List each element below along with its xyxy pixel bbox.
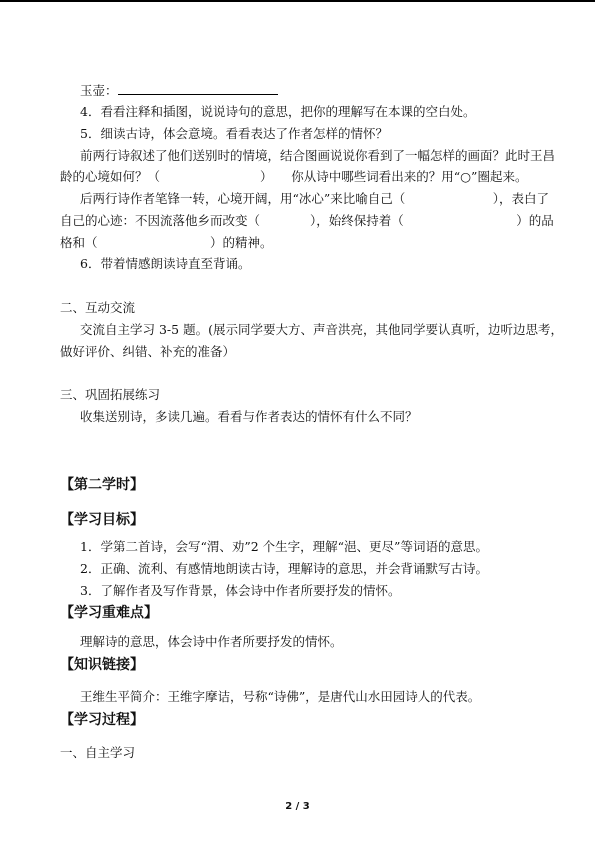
para2-line-b: 自己的心迹：不因流落他乡而改变（ ），始终保持着（ ）的品	[60, 213, 554, 228]
para1-line-a: 前两行诗叙述了他们送别时的情境，结合图画说说你看到了一幅怎样的画面？此时王昌	[80, 148, 556, 163]
heading-key-points: 【学习重难点】	[60, 605, 158, 621]
answer-blank[interactable]	[118, 82, 278, 95]
yuhu-label: 玉壶：	[80, 83, 118, 98]
heading-lesson-2: 【第二学时】	[60, 477, 144, 493]
process-self-study: 一、自主学习	[60, 745, 136, 760]
item-5: 5．细读古诗，体会意境。看看表达了作者怎样的情怀？	[80, 126, 388, 141]
page-top-border	[0, 0, 595, 2]
section-2-line-a: 交流自主学习 3-5 题。(展示同学要大方、声音洪亮，其他同学要认真听，边听边思考，	[80, 322, 563, 337]
goal-3: 3．了解作者及写作背景，体会诗中作者所要抒发的情怀。	[80, 583, 401, 598]
goal-2: 2．正确、流利、有感情地朗读古诗，理解诗的意思，并会背诵默写古诗。	[80, 561, 488, 576]
heading-learning-process: 【学习过程】	[60, 712, 144, 728]
section-3-line-a: 收集送别诗，多读几遍。看看与作者表达的情怀有什么不同？	[80, 409, 418, 424]
item-4: 4．看看注释和插图，说说诗句的意思，把你的理解写在本课的空白处。	[80, 104, 476, 119]
goal-1: 1．学第二首诗，会写“渭、劝”2 个生字，理解“浥、更尽”等词语的意思。	[80, 539, 488, 554]
heading-knowledge-link: 【知识链接】	[60, 657, 144, 673]
section-2-title: 二、互动交流	[60, 300, 136, 315]
knowledge-link-text: 王维生平简介：王维字摩诘，号称“诗佛”，是唐代山水田园诗人的代表。	[80, 689, 481, 704]
page-number: 2 / 3	[285, 801, 310, 812]
para2-line-a: 后两行诗作者笔锋一转，心境开阔，用“冰心”来比喻自己（ ），表白了	[80, 191, 550, 206]
section-2-line-b: 做好评价、纠错、补充的准备）	[60, 344, 236, 359]
section-3-title: 三、巩固拓展练习	[60, 387, 161, 402]
yuhu-line	[80, 82, 278, 99]
key-points-text: 理解诗的意思，体会诗中作者所要抒发的情怀。	[80, 634, 343, 649]
item-6: 6．带着情感朗读诗直至背诵。	[80, 256, 251, 271]
para1-line-b: 龄的心境如何？（ ） 你从诗中哪些词看出来的？用“○”圈起来。	[60, 169, 528, 184]
heading-learning-goals: 【学习目标】	[60, 512, 144, 528]
para2-line-c: 格和（ ）的精神。	[60, 235, 273, 250]
